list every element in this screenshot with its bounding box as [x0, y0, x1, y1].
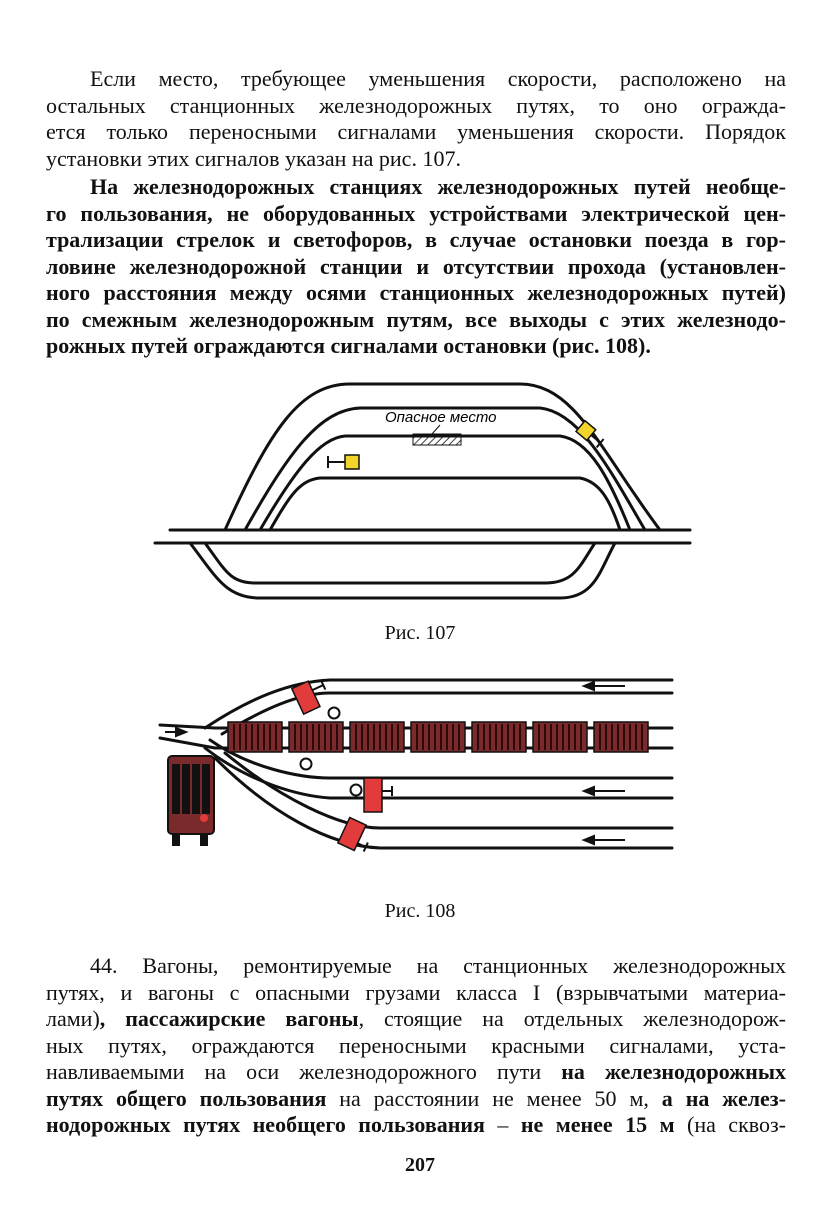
signal-lamp-3: [351, 785, 362, 796]
text-line: ловине железнодорожной станции и отсутствии прохода (установлен-: [46, 253, 786, 279]
figure-108-track-diagram: [0, 668, 840, 878]
track-third: [260, 436, 630, 530]
direction-arrows: [165, 682, 625, 844]
stopped-train: [228, 722, 648, 752]
figure-107-track-diagram: [0, 370, 840, 630]
wagon: [350, 722, 404, 752]
track-bottom-outer: [190, 543, 615, 598]
text-line: [46, 1112, 786, 1139]
paragraph-1: [46, 66, 786, 172]
figure-108-caption: Рис. 108: [384, 900, 456, 922]
signal-lamp-1: [329, 708, 340, 719]
text-line: [46, 1086, 786, 1113]
text-line: Если место, требующее уменьшения скорости, расположено на: [90, 66, 786, 91]
page-number: 207: [405, 1154, 435, 1176]
track-bottom-loop: [205, 543, 595, 583]
text-run-bold: нодорожных путях необщего пользования: [46, 1112, 485, 1137]
paragraph-2: [46, 174, 786, 360]
text-run: навливаемыми на оси железнодорожного пути: [46, 1059, 562, 1084]
text-line: На железнодорожных станциях железнодорожных путей необще-: [90, 174, 786, 199]
wagon: [594, 722, 648, 752]
text-line: ных путях, ограждаются переносными красными сигналами, уста-: [46, 1032, 786, 1058]
wagon: [472, 722, 526, 752]
text-run-bold: а на желез-: [661, 1085, 786, 1111]
text-run: –: [484, 1112, 521, 1137]
text-line: ется только переносными сигналами уменьшения скорости. Порядок: [46, 119, 786, 144]
text-run-bold: , пассажирские вагоны: [99, 1006, 359, 1031]
text-line: установки этих сигналов указан на рис. 107.: [46, 145, 461, 171]
figure-107-caption: Рис. 107: [384, 622, 456, 644]
stop-signal-2: [364, 778, 392, 812]
danger-zone-hatch: [413, 434, 461, 445]
danger-label-leader: [432, 425, 440, 434]
text-line: остальных станционных железнодорожных путях, то оно огражда-: [46, 92, 786, 118]
branch-lower-2: [205, 748, 330, 798]
text-run: (на сквоз-: [674, 1112, 787, 1137]
text-line: го пользования, не оборудованных устройствами электрической цен-: [46, 200, 786, 226]
text-line: ного расстояния между осями станционных железнодорожных путей): [46, 280, 786, 305]
text-run-bold: путях общего пользования: [46, 1085, 327, 1111]
paragraph-3: [46, 953, 786, 1139]
wagon: [533, 722, 587, 752]
text-line: [46, 1059, 786, 1086]
text-run: , стоящие на отдельных железнодорож-: [358, 1006, 786, 1031]
text-run-bold: не менее 15 м: [520, 1112, 675, 1137]
wagon: [411, 722, 465, 752]
text-line: путях, и вагоны с опасными грузами класса I (взрывчатыми материа-: [46, 979, 786, 1005]
text-run: на расстоянии не менее 50 м,: [326, 1085, 662, 1111]
locomotive: [168, 756, 214, 846]
text-line: по смежным железнодорожным путям, все выходы с этих железнодо-: [46, 306, 786, 332]
text-run: лами): [46, 1006, 100, 1031]
text-line: [46, 1006, 786, 1033]
wagon: [228, 722, 282, 752]
text-line: трализации стрелок и светофоров, в случае остановки поезда в гор-: [46, 227, 786, 252]
danger-zone-label: Опасное место: [385, 409, 497, 426]
track-fourth: [270, 478, 620, 530]
text-run-bold: на железнодорожных: [561, 1059, 786, 1084]
incoming-lower: [160, 738, 215, 748]
signal-lamp-2: [301, 759, 312, 770]
wagon: [289, 722, 343, 752]
text-line: рожных путей ограждаются сигналами остановки (рис. 108).: [46, 333, 651, 358]
text-line: 44. Вагоны, ремонтируемые на станционных железнодорожных: [90, 953, 786, 978]
speed-reduction-signal-left: [328, 455, 359, 469]
